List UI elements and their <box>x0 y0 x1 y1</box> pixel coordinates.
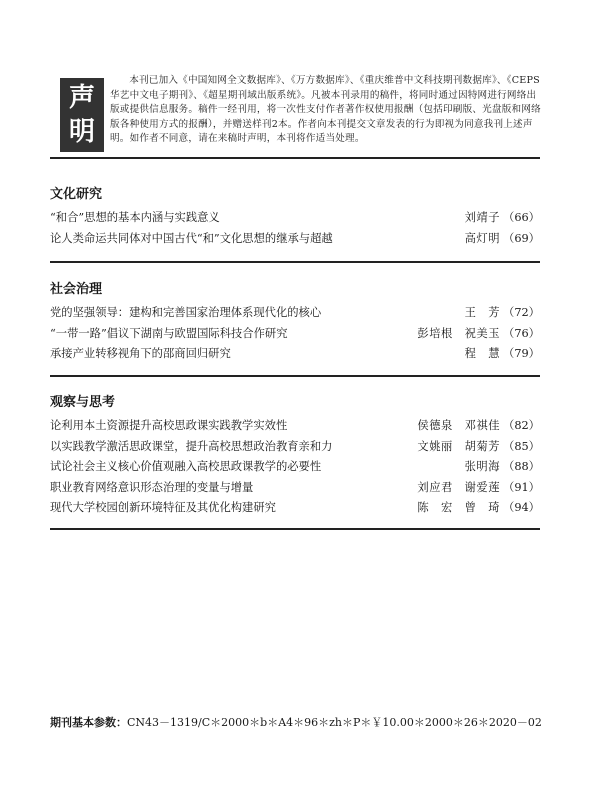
toc-section-governance <box>50 281 540 365</box>
entry-authors: 王 芳 <box>464 306 500 319</box>
entry-authors: 侯德泉 邓祺佳 <box>417 419 500 432</box>
entry-page: （66） <box>503 211 540 224</box>
entry-title: 论利用本土资源提升高校思政课实践教学实效性 <box>50 419 288 432</box>
entry-page: （88） <box>503 460 540 473</box>
entry-page: （91） <box>503 480 540 494</box>
notice-label-char-1: 声 <box>68 83 95 113</box>
toc-entry[interactable] <box>50 498 540 519</box>
entry-authors: 程 慧 <box>464 347 500 360</box>
entry-title: 以实践教学激活思政课堂，提升高校思想政治教育亲和力 <box>50 439 333 453</box>
params-label: 期刊基本参数： <box>50 716 127 729</box>
entry-title: 论人类命运共同体对中国古代“和”文化思想的继承与超越 <box>50 231 333 245</box>
toc-entry[interactable] <box>50 344 540 365</box>
entry-title: 职业教育网络意识形态治理的变量与增量 <box>50 480 254 494</box>
entry-authors: 文姚丽 胡菊芳 <box>417 439 500 453</box>
toc-entry[interactable] <box>50 208 540 229</box>
notice-label <box>60 78 104 152</box>
toc-entry[interactable] <box>50 457 540 478</box>
entry-title: 党的坚强领导：建构和完善国家治理体系现代化的核心 <box>50 306 322 319</box>
entry-authors: 刘靖子 <box>464 211 500 224</box>
toc-entry[interactable] <box>50 324 540 345</box>
entry-page: （79） <box>503 347 540 360</box>
notice-box <box>60 74 541 154</box>
divider-rule <box>50 157 540 159</box>
entry-title: 试论社会主义核心价值观融入高校思政课教学的必要性 <box>50 460 322 473</box>
entry-authors: 高灯明 <box>464 231 500 245</box>
toc-section-culture <box>50 186 540 249</box>
journal-parameters <box>50 715 542 731</box>
entry-authors: 刘应君 谢爱莲 <box>417 480 500 494</box>
section-title: 社会治理 <box>50 282 103 297</box>
entry-title: “和合”思想的基本内涵与实践意义 <box>50 211 220 224</box>
params-value: CN43－1319/C＊2000＊b＊A4＊96＊zh＊P＊￥10.00＊2000＊26＊2020－02 <box>127 716 542 729</box>
toc-entry[interactable] <box>50 416 540 437</box>
toc-entry[interactable] <box>50 303 540 324</box>
entry-authors: 彭培根 祝美玉 <box>417 326 500 340</box>
divider-rule <box>50 261 540 263</box>
notice-text: 本刊已加入《中国知网全文数据库》、《万方数据库》、《重庆维普中文科技期刊数据库》、《CEPS华艺中文电子期刊》、《超星期刊域出版系统》。凡被本刊录用的稿件，将同时通过因特网进行网络出版或提供信息服务。稿件一经刊用，将一次性支付作者著作权使用报酬（包括印刷版、光盘版和网络版各种使用方式的报酬），并赠送样刊2本。作者向本刊提交文章发表的行为即视为同意我刊上述声明。如作者不同意，请在来稿时声明，本刊将作适当处理。 <box>110 75 541 145</box>
entry-title: 承接产业转移视角下的邵商回归研究 <box>50 347 231 360</box>
entry-authors: 张明海 <box>464 460 500 473</box>
entry-page: （85） <box>503 439 540 453</box>
toc-entry[interactable] <box>50 229 540 250</box>
entry-page: （82） <box>503 419 540 432</box>
entry-page: （94） <box>503 501 540 514</box>
notice-label-char-2: 明 <box>68 117 95 147</box>
entry-authors: 陈 宏 曾 琦 <box>417 501 500 514</box>
toc-entry[interactable] <box>50 478 540 499</box>
entry-page: （72） <box>503 306 540 319</box>
divider-rule <box>50 528 540 530</box>
section-title: 观察与思考 <box>50 395 116 410</box>
entry-page: （76） <box>503 326 540 340</box>
entry-page: （69） <box>503 231 540 245</box>
entry-title: 现代大学校园创新环境特征及其优化构建研究 <box>50 501 276 514</box>
entry-title: “一带一路”倡议下湖南与欧盟国际科技合作研究 <box>50 326 288 340</box>
divider-rule <box>50 375 540 377</box>
toc-section-observation <box>50 394 540 519</box>
toc-entry[interactable] <box>50 437 540 458</box>
section-title: 文化研究 <box>50 187 103 202</box>
